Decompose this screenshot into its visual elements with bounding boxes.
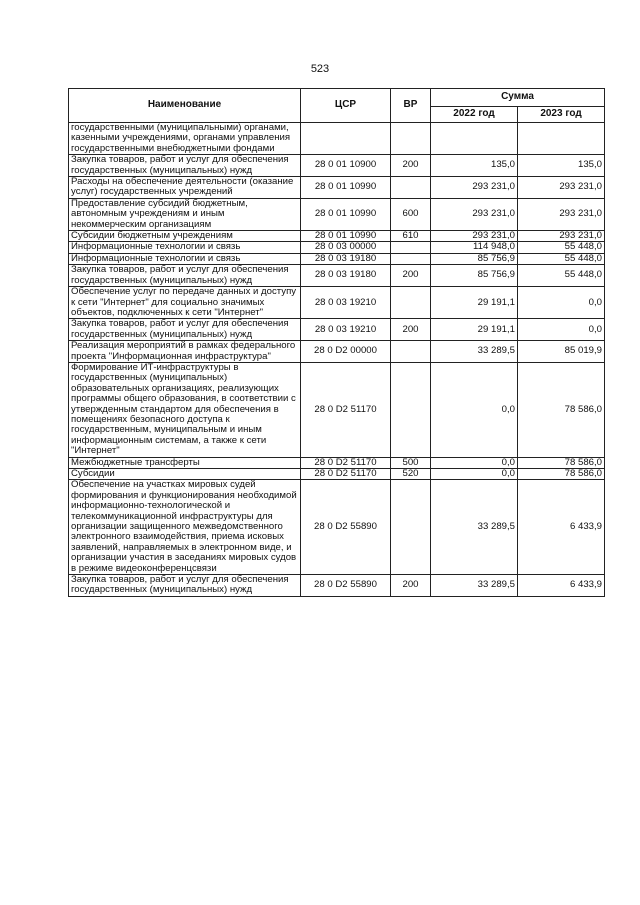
table-row <box>69 198 605 230</box>
row-csr: 28 0 D2 51170 <box>301 362 391 457</box>
row-csr: 28 0 01 10990 <box>301 198 391 230</box>
row-2023: 293 231,0 <box>518 177 605 199</box>
row-vr <box>391 287 431 319</box>
row-name: Закупка товаров, работ и услуг для обеспечения государственных (муниципальных) нужд <box>69 575 301 597</box>
table-row <box>69 575 605 597</box>
row-name: Формирование ИТ-инфраструктуры в государственных (муниципальных) образовательных организациях, реализующих программы общего образования, в соответствии с утвержденным стандартом для обеспечения в помещениях безопасного доступа к государственным, муниципальным и иным информационным системам, а также к сети "Интернет" <box>69 362 301 457</box>
row-csr: 28 0 D2 00000 <box>301 341 391 363</box>
table-row <box>69 287 605 319</box>
row-name: Закупка товаров, работ и услуг для обеспечения государственных (муниципальных) нужд <box>69 319 301 341</box>
row-csr: 28 0 01 10900 <box>301 155 391 177</box>
table-row <box>69 242 605 253</box>
table-row <box>69 155 605 177</box>
row-name: Информационные технологии и связь <box>69 242 301 253</box>
row-csr: 28 0 03 19180 <box>301 253 391 264</box>
header-year-2023: 2023 год <box>518 107 605 123</box>
table-body <box>69 123 605 597</box>
row-name: Закупка товаров, работ и услуг для обеспечения государственных (муниципальных) нужд <box>69 265 301 287</box>
row-csr: 28 0 D2 55890 <box>301 575 391 597</box>
row-2022: 85 756,9 <box>431 265 518 287</box>
row-2023: 0,0 <box>518 287 605 319</box>
row-vr: 500 <box>391 457 431 468</box>
row-vr <box>391 253 431 264</box>
row-vr: 200 <box>391 575 431 597</box>
row-2022: 33 289,5 <box>431 480 518 575</box>
row-csr: 28 0 01 10990 <box>301 177 391 199</box>
row-2023: 55 448,0 <box>518 253 605 264</box>
table-row <box>69 469 605 480</box>
row-2023: 293 231,0 <box>518 231 605 242</box>
row-csr: 28 0 03 19180 <box>301 265 391 287</box>
table-row <box>69 231 605 242</box>
row-name: Субсидии <box>69 469 301 480</box>
row-2022: 29 191,1 <box>431 319 518 341</box>
page-number: 523 <box>310 63 330 75</box>
row-vr: 610 <box>391 231 431 242</box>
row-name: Расходы на обеспечение деятельности (оказание услуг) государственных учреждений <box>69 177 301 199</box>
row-vr <box>391 341 431 363</box>
row-name: Обеспечение на участках мировых судей формирования и функционирования необходимой информационно-технологической и телекоммуникационной инфраструктуры для организации защищенного межведомственного электронного взаимодействия, приема исковых заявлений, направляемых в электронном виде, и организации участия в заседаниях мировых судов в режиме видеоконференцсвязи <box>69 480 301 575</box>
row-name: Межбюджетные трансферты <box>69 457 301 468</box>
row-name: Предоставление субсидий бюджетным, автономным учреждениям и иным некоммерческим организациям <box>69 198 301 230</box>
row-name: Обеспечение услуг по передаче данных и доступу к сети "Интернет" для социально значимых объектов, подключенных к сети "Интернет" <box>69 287 301 319</box>
row-2023: 6 433,9 <box>518 480 605 575</box>
row-vr <box>391 362 431 457</box>
row-2022: 293 231,0 <box>431 198 518 230</box>
row-2023: 78 586,0 <box>518 362 605 457</box>
row-vr: 600 <box>391 198 431 230</box>
row-name: государственными (муниципальными) органами, казенными учреждениями, органами управления государственными внебюджетными фондами <box>69 123 301 155</box>
row-vr <box>391 242 431 253</box>
row-2022: 85 756,9 <box>431 253 518 264</box>
row-2022 <box>431 123 518 155</box>
table-row <box>69 457 605 468</box>
row-2022: 0,0 <box>431 362 518 457</box>
row-2023 <box>518 123 605 155</box>
row-csr: 28 0 01 10990 <box>301 231 391 242</box>
row-name: Закупка товаров, работ и услуг для обеспечения государственных (муниципальных) нужд <box>69 155 301 177</box>
row-csr: 28 0 03 19210 <box>301 287 391 319</box>
row-2022: 293 231,0 <box>431 231 518 242</box>
row-vr: 200 <box>391 265 431 287</box>
budget-table <box>68 88 605 597</box>
row-2022: 0,0 <box>431 469 518 480</box>
header-name: Наименование <box>69 89 301 123</box>
row-2022: 33 289,5 <box>431 341 518 363</box>
table-row <box>69 265 605 287</box>
row-vr: 200 <box>391 155 431 177</box>
header-vr: ВР <box>391 89 431 123</box>
row-csr: 28 0 03 00000 <box>301 242 391 253</box>
row-csr: 28 0 03 19210 <box>301 319 391 341</box>
row-2023: 0,0 <box>518 319 605 341</box>
row-2022: 114 948,0 <box>431 242 518 253</box>
row-2023: 293 231,0 <box>518 198 605 230</box>
row-csr <box>301 123 391 155</box>
table-row <box>69 480 605 575</box>
header-sum: Сумма <box>431 89 605 107</box>
row-vr <box>391 177 431 199</box>
row-vr: 520 <box>391 469 431 480</box>
row-2023: 85 019,9 <box>518 341 605 363</box>
row-vr <box>391 480 431 575</box>
table-header <box>69 89 605 123</box>
table-row <box>69 177 605 199</box>
row-2022: 293 231,0 <box>431 177 518 199</box>
row-2022: 0,0 <box>431 457 518 468</box>
table-row <box>69 123 605 155</box>
row-2023: 55 448,0 <box>518 242 605 253</box>
row-vr <box>391 123 431 155</box>
row-csr: 28 0 D2 51170 <box>301 457 391 468</box>
row-2023: 78 586,0 <box>518 469 605 480</box>
row-name: Субсидии бюджетным учреждениям <box>69 231 301 242</box>
row-2023: 135,0 <box>518 155 605 177</box>
table-row <box>69 362 605 457</box>
row-name: Реализация мероприятий в рамках федерального проекта "Информационная инфраструктура" <box>69 341 301 363</box>
table-row <box>69 253 605 264</box>
row-csr: 28 0 D2 51170 <box>301 469 391 480</box>
row-2022: 33 289,5 <box>431 575 518 597</box>
row-vr: 200 <box>391 319 431 341</box>
row-2023: 6 433,9 <box>518 575 605 597</box>
row-csr: 28 0 D2 55890 <box>301 480 391 575</box>
row-2022: 29 191,1 <box>431 287 518 319</box>
header-year-2022: 2022 год <box>431 107 518 123</box>
row-2023: 55 448,0 <box>518 265 605 287</box>
row-2023: 78 586,0 <box>518 457 605 468</box>
header-csr: ЦСР <box>301 89 391 123</box>
row-name: Информационные технологии и связь <box>69 253 301 264</box>
table-row <box>69 341 605 363</box>
row-2022: 135,0 <box>431 155 518 177</box>
table-row <box>69 319 605 341</box>
